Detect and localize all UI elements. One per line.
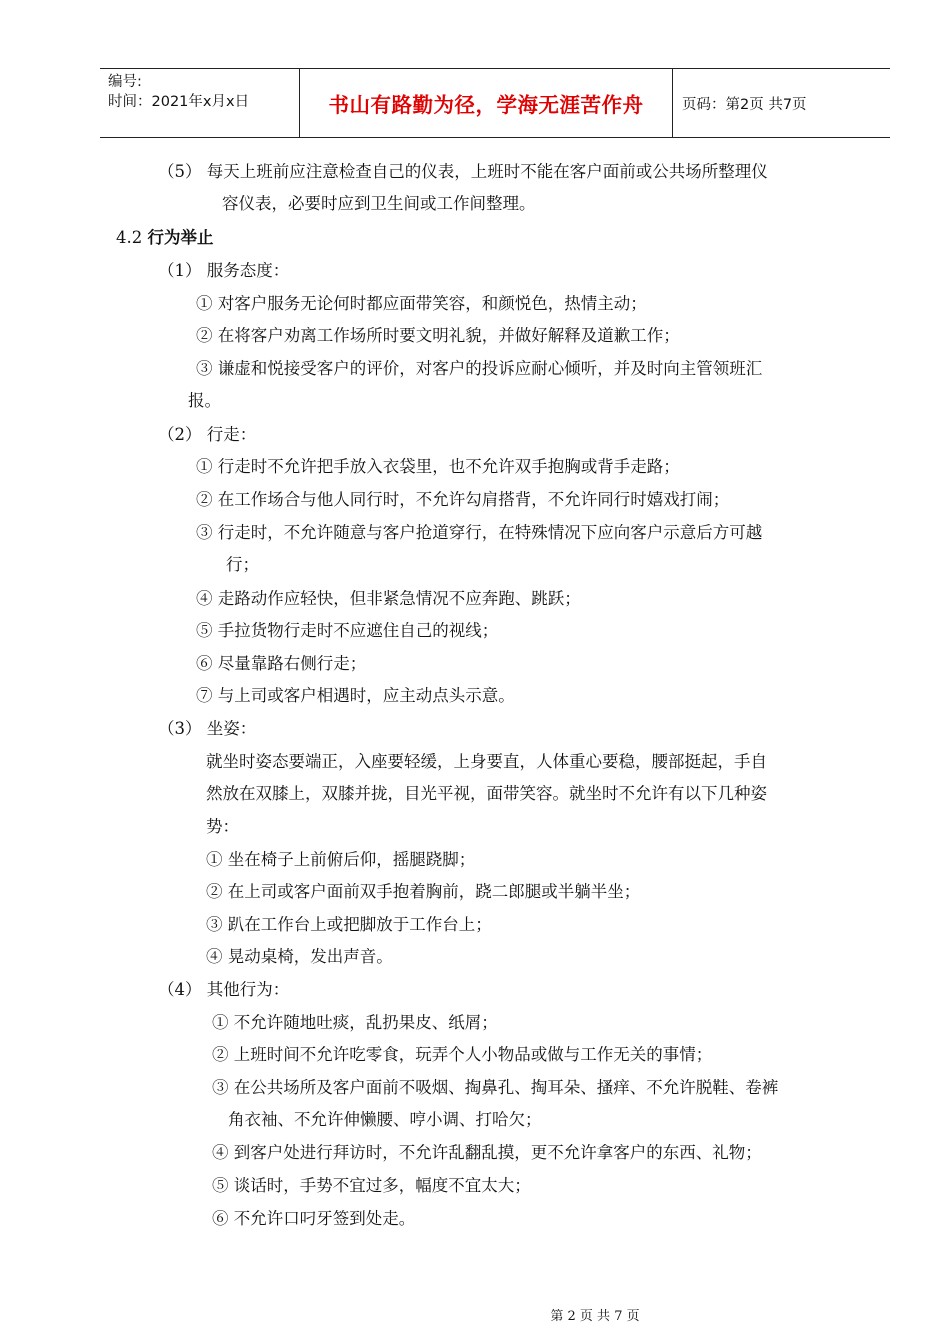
list-item-continued: 角衣袖、不允许伸懒腰、哼小调、打哈欠； [228,1110,542,1129]
paragraph-line: 容仪表，必要时应到卫生间或工作间整理。 [222,194,536,213]
list-item: ⑦ 与上司或客户相遇时，应主动点头示意。 [196,686,515,705]
list-item: ③ 趴在工作台上或把脚放于工作台上； [206,915,492,934]
list-item: ③ 谦虚和悦接受客户的评价，对客户的投诉应耐心倾听，并及时向主管领班汇 [196,359,763,378]
section-heading [116,227,214,249]
header-motto: 书山有路勤为径，学海无涯苦作舟 [300,69,673,137]
list-item-continued: 行； [226,555,259,574]
document-number-label: 编号: [108,74,142,90]
paragraph-line: 势： [206,817,239,836]
section-number: 4.2 [116,228,148,247]
list-item: ③ 在公共场所及客户面前不吸烟、掏鼻孔、掏耳朵、搔痒、不允许脱鞋、卷裤 [212,1078,779,1097]
list-item: ④ 走路动作应轻快，但非紧急情况不应奔跑、跳跃； [196,589,581,608]
list-item: ⑥ 尽量靠路右侧行走； [196,654,367,673]
list-item: ⑥ 不允许口叼牙签到处走。 [212,1209,416,1228]
list-item: ② 在将客户劝离工作场所时要文明礼貌，并做好解释及道歉工作； [196,326,680,345]
list-item: ④ 到客户处进行拜访时，不允许乱翻乱摸，更不允许拿客户的东西、礼物； [212,1143,762,1162]
document-date: 时间：2021年x月x日 [108,94,250,110]
list-item-continued: 报。 [188,391,221,410]
header-meta [100,69,300,137]
list-item: ① 行走时不允许把手放入衣袋里，也不允许双手抱胸或背手走路； [196,457,680,476]
list-item: ② 在上司或客户面前双手抱着胸前，跷二郎腿或半躺半坐； [206,882,641,901]
subsection-title: （4） 其他行为： [158,980,290,999]
subsection-title: （2） 行走： [158,425,257,444]
paragraph-line: 然放在双膝上，双膝并拢，目光平视，面带笑容。就坐时不允许有以下几种姿 [206,784,767,803]
subsection-title: （3） 坐姿： [158,719,257,738]
list-item: ⑤ 手拉货物行走时不应遮住自己的视线； [196,621,499,640]
list-item: ① 坐在椅子上前俯后仰，摇腿跷脚； [206,850,476,869]
list-item: ⑤ 谈话时，手势不宜过多，幅度不宜太大； [212,1176,531,1195]
list-item: ① 对客户服务无论何时都应面带笑容，和颜悦色，热情主动； [196,294,647,313]
document-header [100,68,890,138]
list-item: ② 在工作场合与他人同行时，不允许勾肩搭背，不允许同行时嬉戏打闹； [196,490,730,509]
list-item: ② 上班时间不允许吃零食，玩弄个人小物品或做与工作无关的事情； [212,1045,713,1064]
paragraph-line: 就坐时姿态要端正，入座要轻缓，上身要直，人体重心要稳，腰部挺起，手自 [206,752,767,771]
paragraph-line: （5） 每天上班前应注意检查自己的仪表，上班时不能在客户面前或公共场所整理仪 [158,162,768,181]
header-page-info: 页码：第2页 共7页 [682,96,807,113]
list-item: ① 不允许随地吐痰，乱扔果皮、纸屑； [212,1013,498,1032]
section-title: 行为举止 [147,228,214,247]
page-footer: 第 2 页 共 7 页 [550,1309,640,1324]
subsection-title: （1） 服务态度： [158,261,290,280]
list-item: ④ 晃动桌椅，发出声音。 [206,947,393,966]
list-item: ③ 行走时，不允许随意与客户抢道穿行，在特殊情况下应向客户示意后方可越 [196,523,763,542]
